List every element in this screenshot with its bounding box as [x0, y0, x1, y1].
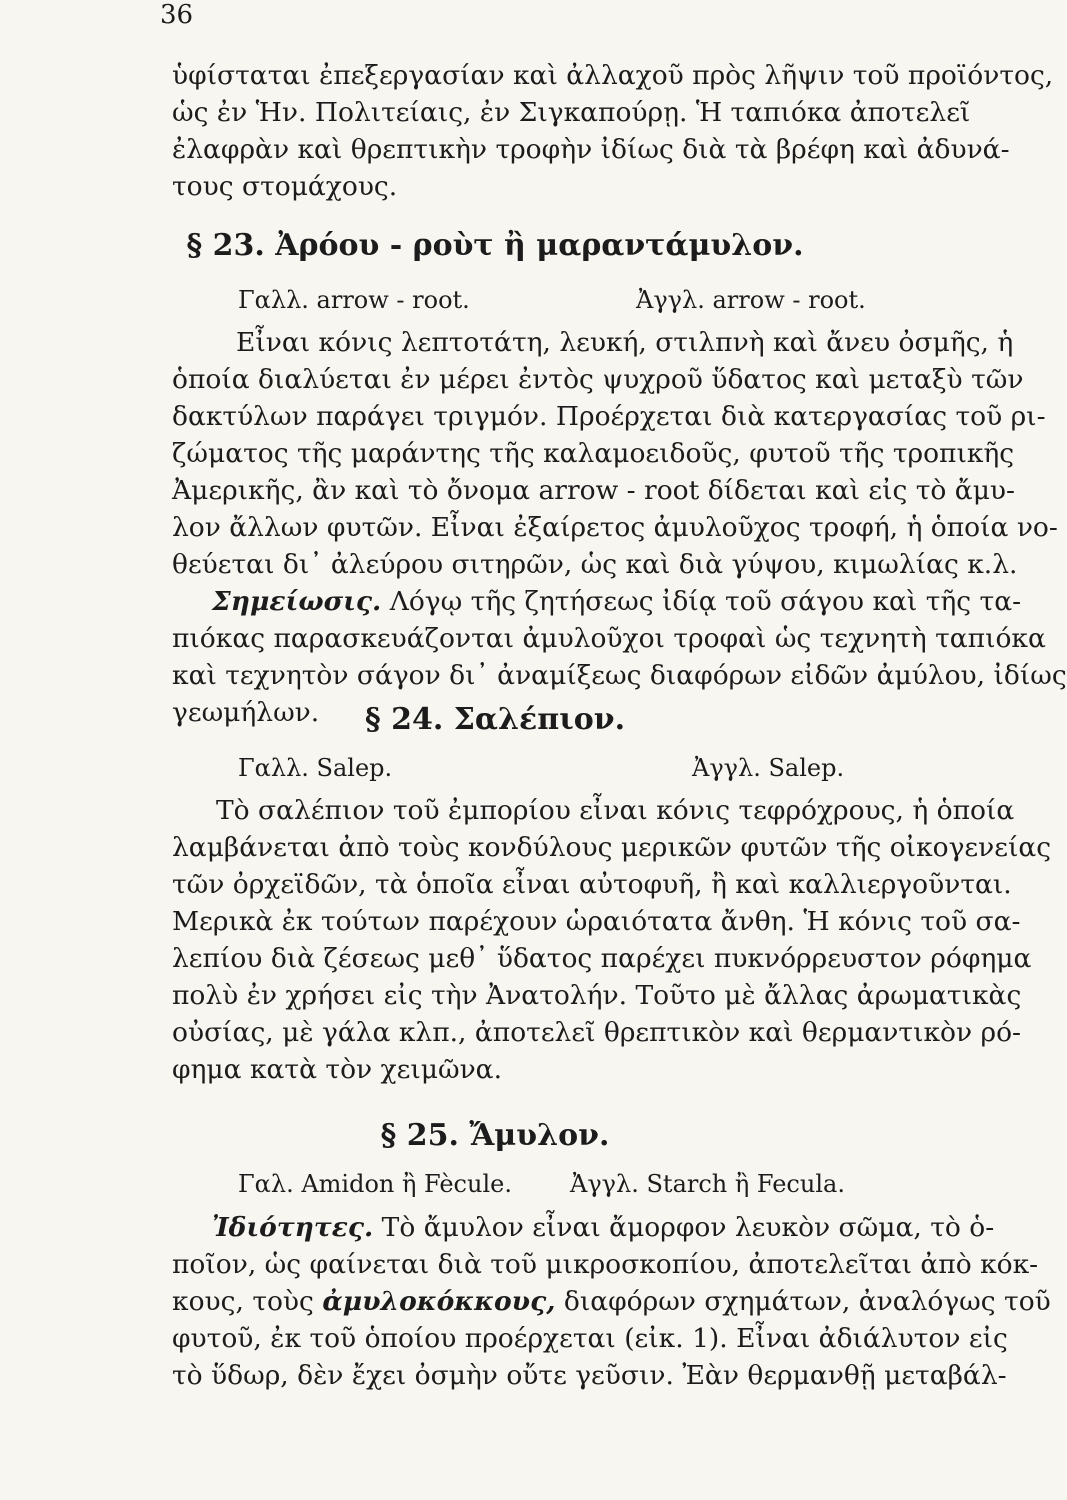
text-line: φημα κατὰ τὸν χειμῶνα.: [172, 1054, 502, 1085]
text-line: φυτοῦ, ἐκ τοῦ ὁποίου προέρχεται (εἰκ. 1). Εἶναι ἀδιάλυτον εἰς: [172, 1323, 1008, 1354]
section-heading-23: § 23. Ἀρόου - ροὺτ ἢ μαραντάμυλον.: [186, 228, 804, 263]
english-name: Ἀγγλ. arrow - root.: [636, 286, 866, 314]
properties-text: Τὸ ἄμυλον εἶναι ἄμορφον λευκὸν σῶμα, τὸ ὁ-: [373, 1212, 995, 1243]
text-line: ζώματος τῆς μαράντης τῆς καλαμοειδοῦς, φυτοῦ τῆς τροπικῆς: [172, 438, 1015, 469]
text-line: λεπίου διὰ ζέσεως μεθ᾽ ὕδατος παρέχει πυκνόρρευστον ρόφημα: [172, 943, 1032, 974]
text-line: γεωμήλων.: [172, 697, 320, 728]
text-line: Μερικὰ ἐκ τούτων παρέχουν ὡραιότατα ἄνθη. Ἡ κόνις τοῦ σα-: [172, 906, 1021, 937]
text-line: Εἶναι κόνις λεπτοτάτη, λευκή, στιλπνὴ καὶ ἄνευ ὀσμῆς, ἡ: [236, 327, 1014, 358]
text-line: λον ἄλλων φυτῶν. Εἶναι ἐξαίρετος ἀμυλοῦχος τροφή, ἡ ὁποία νο-: [172, 512, 1058, 543]
text-line: πιόκας παρασκευάζονται ἀμυλοῦχοι τροφαὶ ὡς τεχνητὴ ταπιόκα: [172, 623, 1046, 654]
note-text: Λόγῳ τῆς ζητήσεως ἰδίᾳ τοῦ σάγου καὶ τῆς τα-: [381, 586, 1022, 617]
text-line: θεύεται δι᾽ ἀλεύρου σιτηρῶν, ὡς καὶ διὰ γύψου, κιμωλίας κ.λ.: [172, 549, 1018, 580]
text-line: τὸ ὕδωρ, δὲν ἔχει ὀσμὴν οὔτε γεῦσιν. Ἐὰν θερμανθῇ μεταβάλ-: [172, 1360, 1007, 1391]
note-label: Σημείωσις.: [212, 586, 382, 617]
text-line: Ἀμερικῆς, ἂν καὶ τὸ ὄνομα arrow - root δίδεται καὶ εἰς τὸ ἄμυ-: [172, 475, 1015, 506]
text-span: διαφόρων σχημάτων, ἀναλόγως τοῦ: [555, 1286, 1051, 1317]
text-line: πολὺ ἐν χρήσει εἰς τὴν Ἀνατολήν. Τοῦτο μὲ ἄλλας ἀρωματικὰς: [172, 980, 1022, 1011]
text-line: λαμβάνεται ἀπὸ τοὺς κονδύλους μερικῶν φυτῶν τῆς οἰκογενείας: [172, 832, 1052, 863]
section-heading-24: § 24. Σαλέπιον.: [364, 702, 626, 737]
text-line: ὑφίσταται ἐπεξεργασίαν καὶ ἀλλαχοῦ πρὸς λῆψιν τοῦ προϊόντος,: [172, 60, 1054, 91]
text-line: καὶ τεχνητὸν σάγον δι᾽ ἀναμίξεως διαφόρων εἰδῶν ἀμύλου, ἰδίως: [172, 660, 1067, 691]
text-line: Τὸ σαλέπιον τοῦ ἐμπορίου εἶναι κόνις τεφρόχρους, ἡ ὁποία: [216, 795, 1015, 826]
properties-line: [212, 1210, 995, 1246]
english-name: Ἀγγλ. Starch ἢ Fecula.: [570, 1170, 845, 1198]
text-line: ὡς ἐν Ἡν. Πολιτείαις, ἐν Σιγκαπούρῃ. Ἡ ταπιόκα ἀποτελεῖ: [172, 97, 971, 128]
french-name: Γαλλ. arrow - root.: [238, 286, 470, 314]
page-number: 36: [160, 0, 194, 30]
text-line: τῶν ὀρχεϊδῶν, τὰ ὁποῖα εἶναι αὐτοφυῆ, ἢ καὶ καλλιεργοῦνται.: [172, 869, 1012, 900]
term-amylokokkous: ἀμυλοκόκκους,: [322, 1286, 556, 1317]
french-name: Γαλλ. Salep.: [238, 754, 393, 782]
text-line: δακτύλων παράγει τριγμόν. Προέρχεται διὰ κατεργασίας τοῦ ρι-: [172, 401, 1046, 432]
text-line: ὁποία διαλύεται ἐν μέρει ἐντὸς ψυχροῦ ὕδατος καὶ μεταξὺ τῶν: [172, 364, 1024, 395]
text-line: οὐσίας, μὲ γάλα κλπ., ἀποτελεῖ θρεπτικὸν καὶ θερμαντικὸν ρό-: [172, 1017, 1022, 1048]
text-line: τους στομάχους.: [172, 171, 398, 202]
text-line: [172, 1284, 1051, 1320]
english-name: Ἀγγλ. Salep.: [692, 754, 845, 782]
french-name: Γαλ. Amidon ἢ Fècule.: [238, 1170, 512, 1198]
text-line: ἐλαφρὰν καὶ θρεπτικὴν τροφὴν ἰδίως διὰ τὰ βρέφη καὶ ἀδυνά-: [172, 134, 1010, 165]
properties-label: Ἰδιότητες.: [212, 1212, 374, 1243]
note-line: [212, 584, 1022, 620]
section-heading-25: § 25. Ἄμυλον.: [380, 1118, 610, 1153]
text-line: ποῖον, ὡς φαίνεται διὰ τοῦ μικροσκοπίου, ἀποτελεῖται ἀπὸ κόκ-: [172, 1249, 1039, 1280]
text-span: κους, τοὺς: [172, 1286, 323, 1317]
